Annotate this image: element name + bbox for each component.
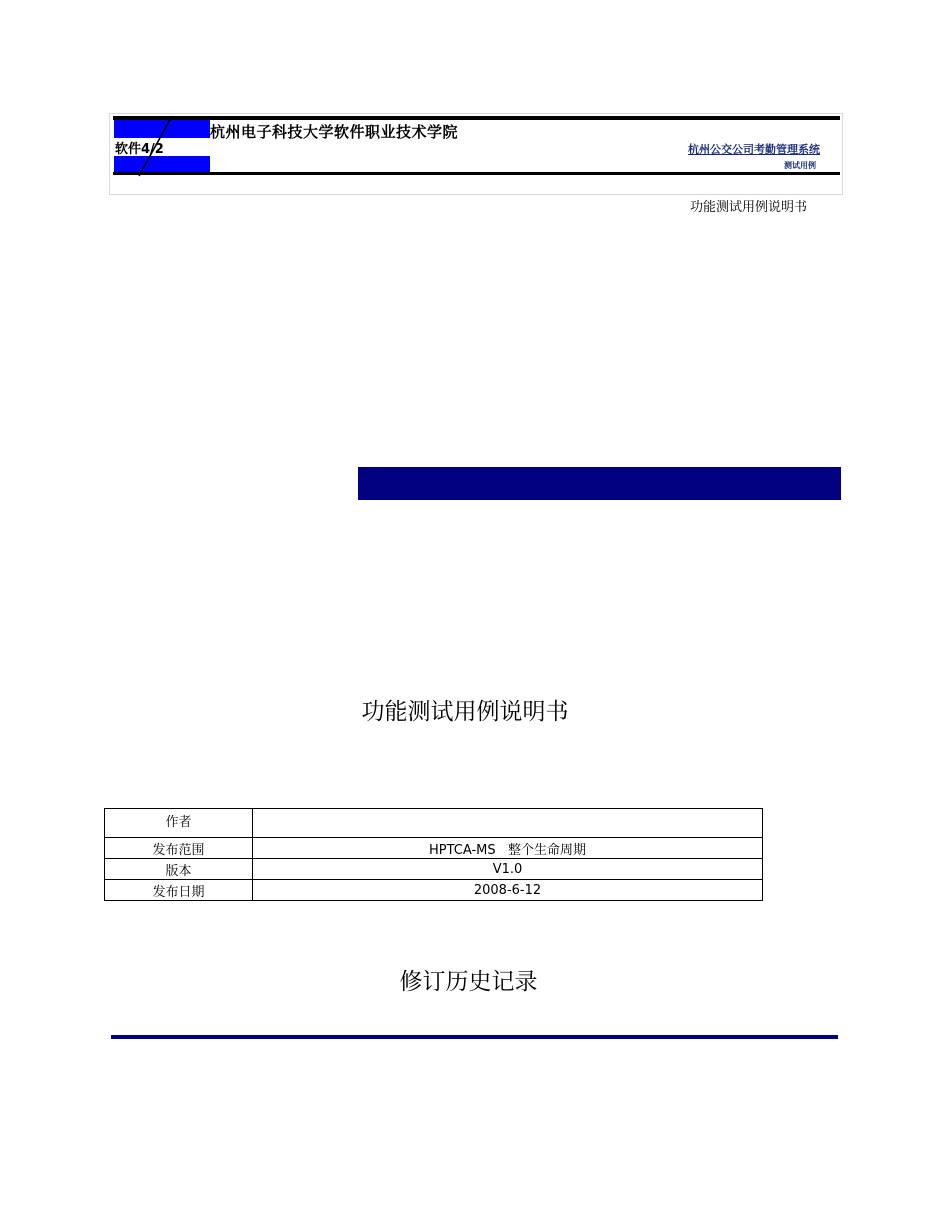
- navy-decorative-bar: [358, 467, 841, 500]
- class-label: 软件4/2: [115, 142, 164, 157]
- doc-type-label: 测试用例: [784, 161, 816, 170]
- document-info-table: [104, 808, 763, 901]
- table-row: [105, 859, 763, 880]
- bottom-divider: [111, 1035, 838, 1039]
- table-row: [105, 838, 763, 859]
- info-label-scope: 发布范围: [105, 838, 253, 859]
- table-row: [105, 809, 763, 838]
- info-value-author: [253, 809, 763, 838]
- info-value-date: 2008-6-12: [253, 880, 763, 901]
- table-row: [105, 880, 763, 901]
- revision-history-title: 修订历史记录: [399, 969, 538, 995]
- school-name: 杭州电子科技大学软件职业技术学院: [210, 123, 459, 141]
- info-label-author: 作者: [105, 809, 253, 838]
- info-label-version: 版本: [105, 859, 253, 880]
- banner-bottom-rule: [113, 172, 840, 175]
- banner-top-rule: [113, 116, 840, 120]
- info-value-version: V1.0: [253, 859, 763, 880]
- header-banner: [109, 113, 843, 195]
- system-name: 杭州公交公司考勤管理系统: [688, 143, 820, 156]
- info-value-scope: HPTCA-MS 整个生命周期: [253, 838, 763, 859]
- info-label-date: 发布日期: [105, 880, 253, 901]
- header-document-title: 功能测试用例说明书: [690, 200, 808, 215]
- document-title: 功能测试用例说明书: [361, 699, 569, 725]
